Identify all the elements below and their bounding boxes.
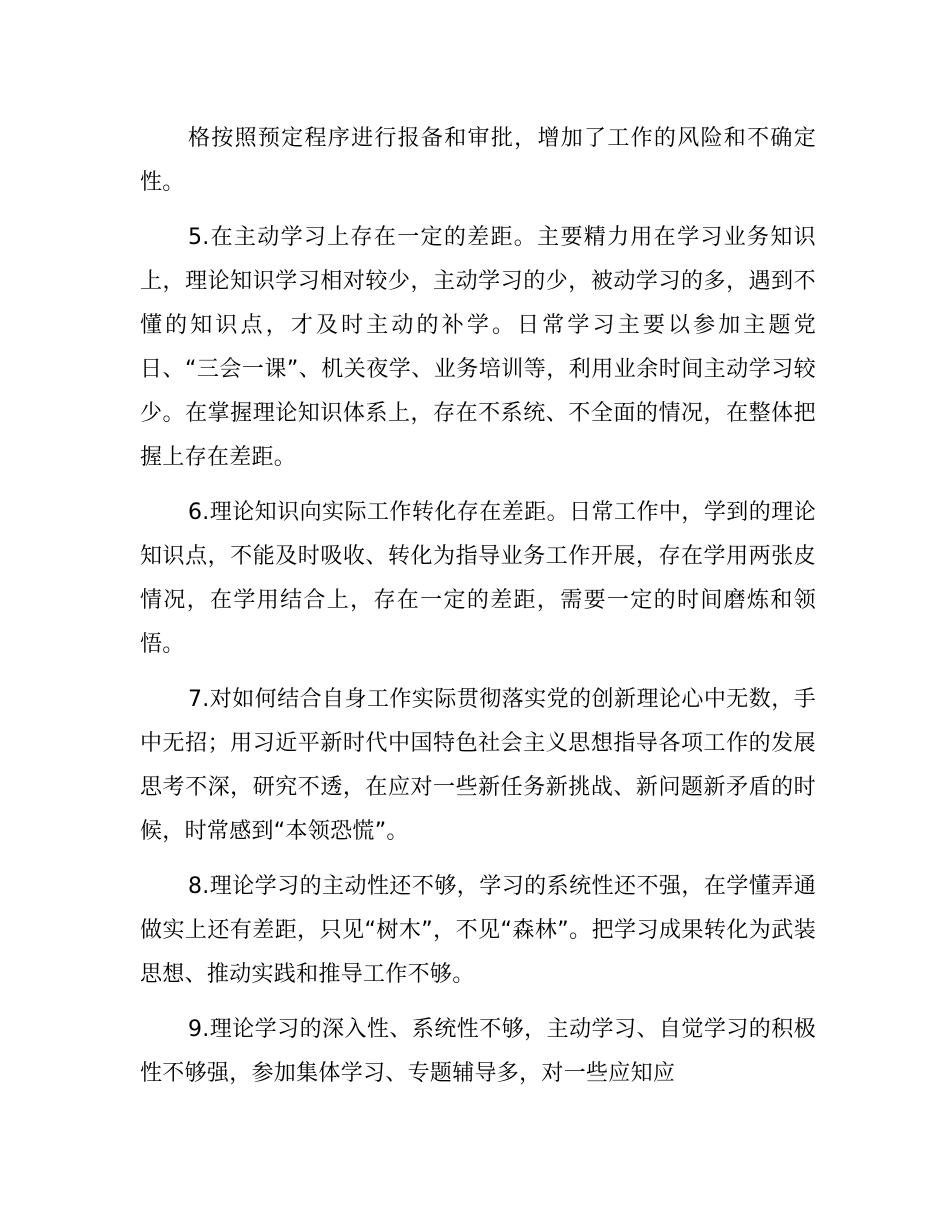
paragraph-continuation: 格按照预定程序进行报备和审批，增加了工作的风险和不确定性。 [140, 126, 816, 195]
document-page [140, 117, 816, 1107]
paragraph-item-6: 6.理论知识向实际工作转化存在差距。日常工作中，学到的理论知识点，不能及时吸收、转化为指导业务工作开展，存在学用两张皮情况，在学用结合上，存在一定的差距，需要一定的时间磨炼和领悟。 [140, 500, 816, 657]
paragraph-item-9: 9.理论学习的深入性、系统性不够，主动学习、自觉学习的积极性不够强，参加集体学习、专题辅导多，对一些应知应 [140, 1017, 816, 1086]
paragraph-item-7: 7.对如何结合自身工作实际贯彻落实党的创新理论心中无数，手中无招；用习近平新时代中国特色社会主义思想指导各项工作的发展思考不深，研究不透，在应对一些新任务新挑战、新问题新矛盾的时候，时常感到“本领恐慌”。 [140, 687, 816, 844]
paragraph-item-8: 8.理论学习的主动性还不够，学习的系统性还不强，在学懂弄通做实上还有差距，只见“树木”，不见“森林”。把学习成果转化为武装思想、推动实践和推导工作不够。 [140, 874, 816, 987]
paragraph-item-5: 5.在主动学习上存在一定的差距。主要精力用在学习业务知识上，理论知识学习相对较少，主动学习的少，被动学习的多，遇到不懂的知识点，才及时主动的补学。日常学习主要以参加主题党日、“三会一课”、机关夜学、业务培训等，利用业余时间主动学习较少。在掌握理论知识体系上，存在不系统、不全面的情况，在整体把握上存在差距。 [140, 225, 816, 470]
